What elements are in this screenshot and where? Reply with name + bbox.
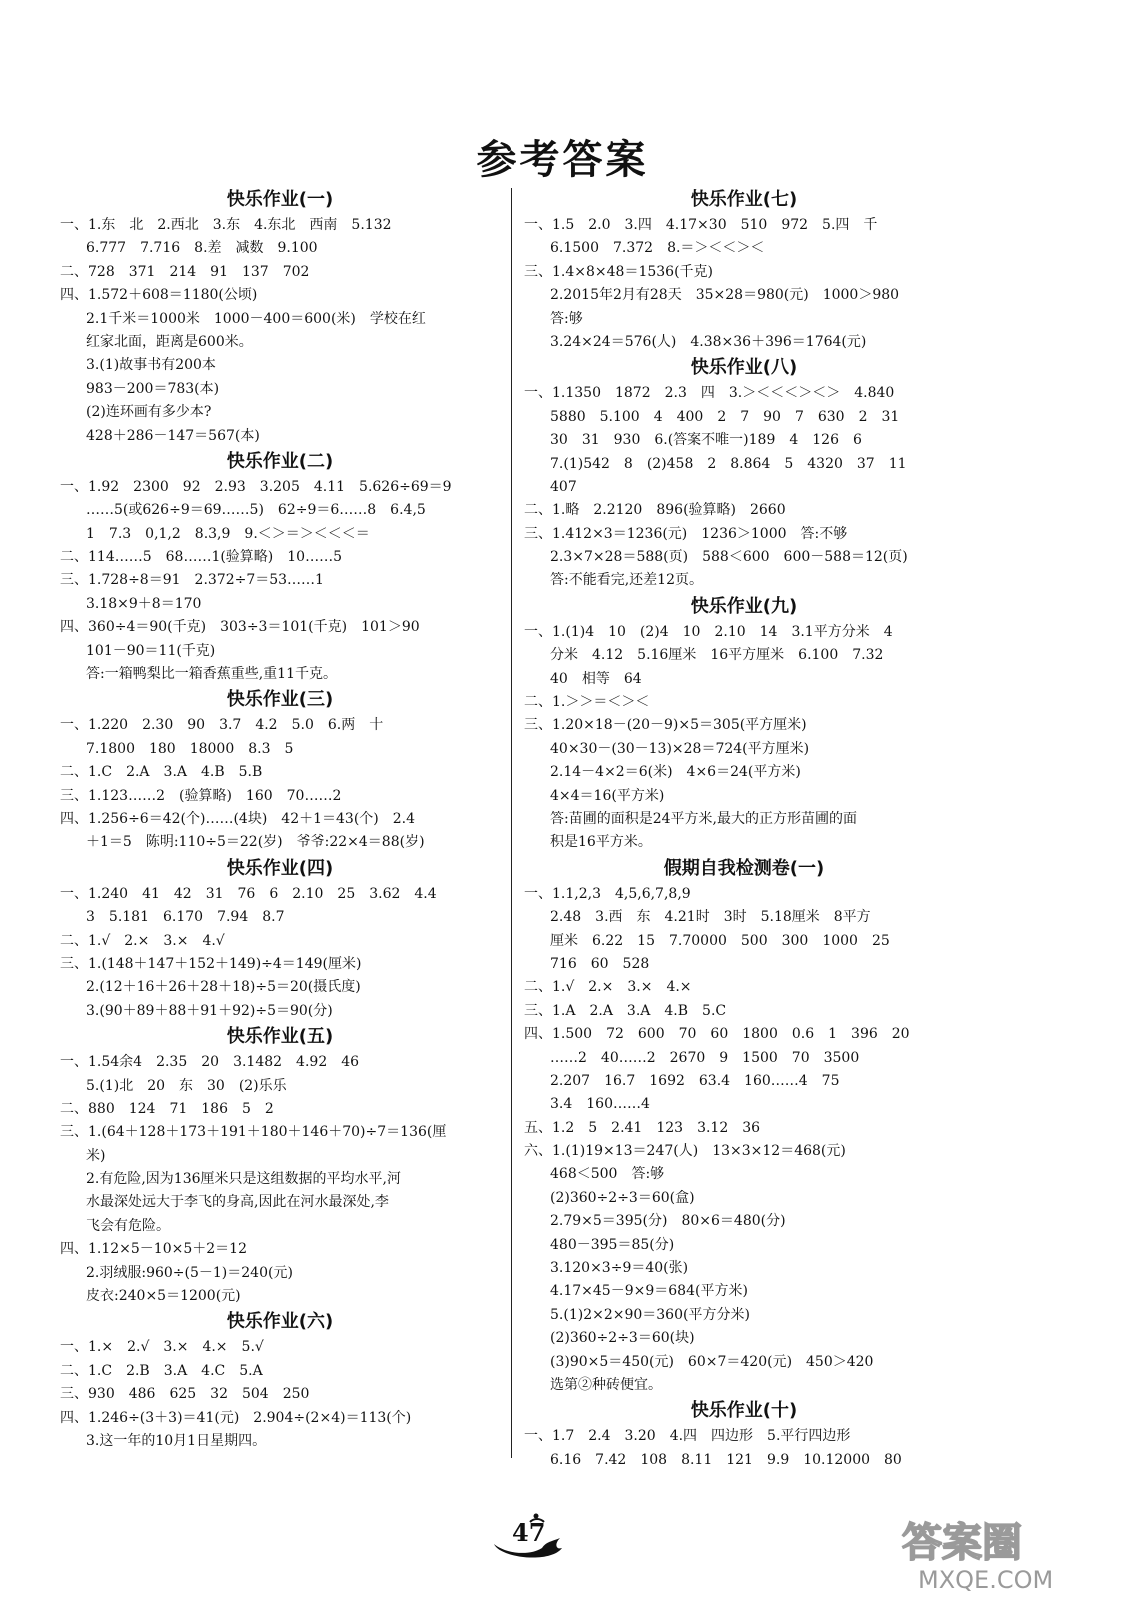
answer-line: 三、1.412×3＝1236(元) 1236＞1000 答:不够 <box>524 525 848 542</box>
answer-line: 三、1.(64＋128＋173＋191＋180＋146＋70)÷7＝136(厘 <box>60 1124 447 1141</box>
answer-line: 二、1.＞＞＝＜＞＜ <box>524 694 650 711</box>
answer-line: 皮衣:240×5＝1200(元) <box>86 1288 241 1305</box>
answer-line: 1 7.3 0,1,2 8.3,9 9.＜＞＝＞＜＜＜＝ <box>86 525 370 542</box>
answer-line: 三、1.A 2.A 3.A 4.B 5.C <box>524 1002 727 1019</box>
answer-line: 3.这一年的10月1日星期四。 <box>86 1432 267 1449</box>
answer-line: 983－200＝783(本) <box>86 380 220 397</box>
answer-line: 答:够 <box>550 310 583 327</box>
answer-line: 答:苗圃的面积是24平方米,最大的正方形苗圃的面 <box>550 810 857 827</box>
answer-line: 3.24×24＝576(人) 4.38×36＋396＝1764(元) <box>550 333 867 350</box>
answer-line: 三、1.123……2 (验算略) 160 70……2 <box>60 787 342 804</box>
answer-line: 三、930 486 625 32 504 250 <box>60 1386 310 1403</box>
section-title: 快乐作业(十) <box>690 1400 798 1422</box>
answer-line: 407 <box>550 478 577 495</box>
answer-line: (2)连环画有多少本? <box>86 404 212 421</box>
answer-line: 一、1.220 2.30 90 3.7 4.2 5.0 6.两 十 <box>60 717 384 734</box>
answer-line: 水最深处远大于李飞的身高,因此在河水最深处,李 <box>86 1194 389 1211</box>
answer-line: 一、1.240 41 42 31 76 6 2.10 25 3.62 4.4 <box>60 885 437 902</box>
right-answer-column <box>524 186 964 1472</box>
answer-line: 二、1.√ 2.× 3.× 4.× <box>524 979 692 996</box>
answer-line: 2.207 16.7 1692 63.4 160……4 75 <box>550 1072 840 1089</box>
answer-line: 一、1.(1)4 10 (2)4 10 2.10 14 3.1平方分米 4 <box>524 623 893 640</box>
answer-line: 480－395＝85(分) <box>550 1236 675 1253</box>
section-title: 快乐作业(五) <box>226 1026 334 1048</box>
answer-line: (2)360÷2÷3＝60(盒) <box>550 1189 695 1206</box>
answer-line: 428＋286－147＝567(本) <box>86 427 260 444</box>
answer-line: 2.(12＋16＋26＋28＋18)÷5＝20(摄氏度) <box>86 979 361 996</box>
answer-line: 一、1.5 2.0 3.四 4.17×30 510 972 5.四 千 <box>524 217 878 233</box>
answer-line: 四、360÷4＝90(千克) 303÷3＝101(千克) 101＞90 <box>60 619 420 636</box>
answer-line: 2.14－4×2＝6(米) 4×6＝24(平方米) <box>550 764 801 781</box>
answer-line: 2.2015年2月有28天 35×28＝980(元) 1000＞980 <box>550 287 900 304</box>
answer-line: 一、1.× 2.√ 3.× 4.× 5.√ <box>60 1339 264 1356</box>
answer-line: 7.(1)542 8 (2)458 2 8.864 5 4320 37 11 <box>550 455 907 472</box>
answer-line: 3.18×9＋8＝170 <box>86 595 202 612</box>
answer-line: 2.79×5＝395(分) 80×6＝480(分) <box>550 1213 786 1230</box>
answer-line: 5.(1)北 20 东 30 (2)乐乐 <box>86 1077 287 1094</box>
answer-line: 飞会有危险。 <box>86 1217 170 1234</box>
answer-line: 二、114……5 68……1(验算略) 10……5 <box>60 549 342 566</box>
answer-line: 3.(90＋89＋88＋91＋92)÷5＝90(分) <box>86 1002 333 1019</box>
answer-line: 六、1.(1)19×13＝247(人) 13×3×12＝468(元) <box>524 1143 846 1160</box>
answer-line: 二、1.略 2.2120 896(验算略) 2660 <box>524 502 786 519</box>
answer-line: ……2 40……2 2670 9 1500 70 3500 <box>550 1049 860 1066</box>
answer-line: 四、1.256÷6＝42(个)……(4块) 42＋1＝43(个) 2.4 <box>60 810 416 827</box>
answer-line: 二、880 124 71 186 5 2 <box>60 1100 274 1117</box>
page-title: 参考答案 <box>476 137 649 183</box>
answer-line: 二、1.√ 2.× 3.× 4.√ <box>60 932 225 949</box>
section-title: 快乐作业(六) <box>226 1311 334 1333</box>
answer-line: 选第②种砖便宜。 <box>550 1376 662 1393</box>
answer-line: 2.48 3.西 东 4.21时 3时 5.18厘米 8平方 <box>550 909 871 926</box>
section-title: 快乐作业(七) <box>690 189 798 210</box>
answer-line: 4.17×45－9×9＝684(平方米) <box>550 1283 748 1300</box>
answer-line: 2.1千米＝1000米 1000－400＝600(米) 学校在红 <box>86 310 426 327</box>
answer-line: 红家北面，距离是600米。 <box>86 333 253 350</box>
answer-line: 40×30－(30－13)×28＝724(平方厘米) <box>550 740 810 757</box>
page-number: 47 <box>512 1518 546 1547</box>
answer-line: 三、1.(148＋147＋152＋149)÷4＝149(厘米) <box>60 955 362 972</box>
answer-line: 分米 4.12 5.16厘米 16平方厘米 6.100 7.32 <box>550 647 884 664</box>
answer-line: 2.有危险,因为136厘米只是这组数据的平均水平,河 <box>86 1171 401 1188</box>
answer-line: 三、1.20×18－(20－9)×5＝305(平方厘米) <box>524 717 807 734</box>
answer-line: 6.16 7.42 108 8.11 121 9.9 10.12000 80 <box>550 1451 902 1468</box>
answer-line: 三、1.4×8×48＝1536(千克) <box>524 263 713 280</box>
column-divider <box>511 188 512 1458</box>
watermark-logo <box>900 1508 1115 1594</box>
answer-line: 四、1.246÷(3＋3)＝41(元) 2.904÷(2×4)＝113(个) <box>60 1409 412 1426</box>
watermark-text: 答案圈 <box>902 1520 1022 1566</box>
answer-line: 四、1.12×5－10×5＋2＝12 <box>60 1241 247 1258</box>
answer-line: 二、1.C 2.B 3.A 4.C 5.A <box>60 1362 263 1379</box>
section-title: 快乐作业(四) <box>226 857 334 879</box>
answer-line: 4×4＝16(平方米) <box>550 787 665 804</box>
answer-line: 5880 5.100 4 400 2 7 90 7 630 2 31 <box>550 408 900 425</box>
answer-line: 一、1.1,2,3 4,5,6,7,8,9 <box>524 885 691 902</box>
section-title: 快乐作业(二) <box>226 450 334 472</box>
answer-line: 3.4 160……4 <box>550 1096 650 1113</box>
answer-line: 四、1.500 72 600 70 60 1800 0.6 1 396 20 <box>524 1026 910 1043</box>
answer-line: 二、1.C 2.A 3.A 4.B 5.B <box>60 764 263 781</box>
answer-line: 6.777 7.716 8.差 减数 9.100 <box>86 240 318 257</box>
section-title: 快乐作业(一) <box>226 189 334 210</box>
answer-line: 二、728 371 214 91 137 702 <box>60 263 310 280</box>
answer-line: 一、1.54余4 2.35 20 3.1482 4.92 46 <box>60 1054 360 1071</box>
answer-line: 3.120×3÷9＝40(张) <box>550 1260 689 1277</box>
answer-line: 一、1.7 2.4 3.20 4.四 四边形 5.平行四边形 <box>524 1428 851 1445</box>
section-title: 快乐作业(三) <box>226 689 334 711</box>
answer-line: ＋1＝5 陈明:110÷5＝22(岁) 爷爷:22×4＝88(岁) <box>86 834 425 851</box>
answer-line: 716 60 528 <box>550 955 650 972</box>
answer-line: 四、1.572＋608＝1180(公顷) <box>60 287 258 304</box>
answer-line: 一、1.东 北 2.西北 3.东 4.东北 西南 5.132 <box>60 217 392 233</box>
answer-line: 5.(1)2×2×90＝360(平方分米) <box>550 1306 750 1323</box>
section-title: 假期自我检测卷(一) <box>663 857 825 879</box>
answer-line: ……5(或626÷9＝69……5) 62÷9＝6……8 6.4,5 <box>86 502 426 519</box>
answer-line: 7.1800 180 18000 8.3 5 <box>86 740 294 757</box>
answer-line: 厘米 6.22 15 7.70000 500 300 1000 25 <box>550 932 890 949</box>
section-title: 快乐作业(九) <box>690 595 798 617</box>
answer-line: 6.1500 7.372 8.＝＞＜＜＞＜ <box>550 240 765 257</box>
answer-line: (2)360÷2÷3＝60(块) <box>550 1330 695 1347</box>
answer-line: 3 5.181 6.170 7.94 8.7 <box>86 909 285 926</box>
answer-line: 2.3×7×28＝588(页) 588＜600 600－588＝12(页) <box>550 549 908 566</box>
answer-line: 一、1.1350 1872 2.3 四 3.＞＜＜＜＞＜＞ 4.840 <box>524 385 895 402</box>
left-answer-column <box>60 186 500 1453</box>
watermark-url: MXQE.COM <box>918 1566 1054 1594</box>
answer-line: 答:一箱鸭梨比一箱香蕉重些,重11千克。 <box>86 666 337 683</box>
answer-line: 答:不能看完,还差12页。 <box>550 572 703 589</box>
answer-line: 3.(1)故事书有200本 <box>86 357 216 374</box>
answer-line: (3)90×5＝450(元) 60×7＝420(元) 450＞420 <box>550 1353 874 1370</box>
answer-line: 米) <box>86 1147 106 1164</box>
answer-line: 30 31 930 6.(答案不唯一)189 4 126 6 <box>550 432 862 449</box>
answer-line: 三、1.728÷8＝91 2.372÷7＝53……1 <box>60 572 324 589</box>
answer-line: 积是16平方米。 <box>550 834 652 851</box>
answer-line: 40 相等 64 <box>550 670 642 687</box>
answer-line: 101－90＝11(千克) <box>86 642 216 659</box>
answer-line: 468＜500 答:够 <box>550 1166 665 1183</box>
answer-line: 2.羽绒服:960÷(5－1)＝240(元) <box>86 1264 293 1281</box>
answer-line: 一、1.92 2300 92 2.93 3.205 4.11 5.626÷69＝9 <box>60 478 452 495</box>
answer-line: 五、1.2 5 2.41 123 3.12 36 <box>524 1119 761 1136</box>
section-title: 快乐作业(八) <box>690 357 798 379</box>
